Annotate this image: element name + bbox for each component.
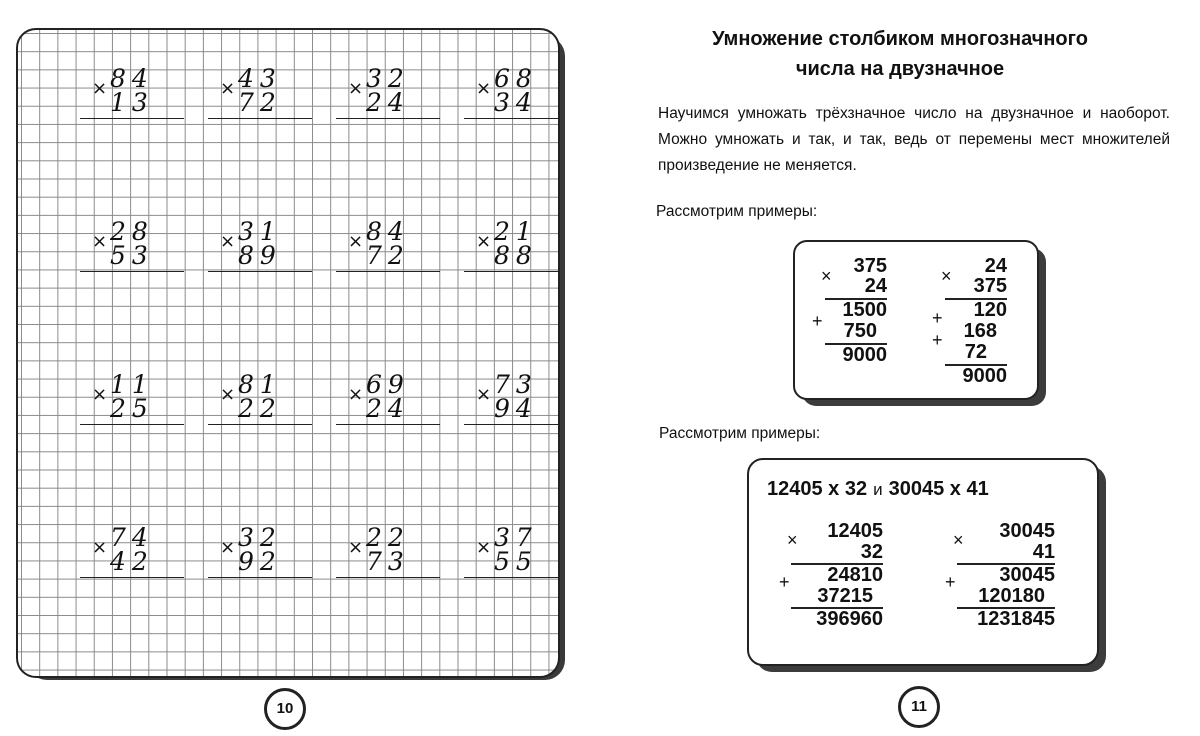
exercise-multiplier: 34 bbox=[494, 88, 538, 117]
exercise-line bbox=[464, 271, 560, 272]
exercise-line bbox=[464, 577, 560, 578]
ex1-left-partial-2: 750 bbox=[843, 320, 877, 342]
ex2-left-multiplier: 32 bbox=[860, 541, 883, 563]
ex1-left-multiplicand: 375 bbox=[853, 255, 887, 277]
exercise-multiplicand: 31 bbox=[238, 217, 282, 246]
ex2-left-partial-2: 37215 bbox=[817, 585, 873, 607]
consider-label-2: Рассмотрим примеры: bbox=[659, 425, 821, 442]
exercise-multiplier: 53 bbox=[110, 241, 154, 270]
ex2-right-result: 1231845 bbox=[977, 608, 1055, 630]
handwritten-exercise bbox=[464, 52, 560, 124]
times-sign: × bbox=[348, 78, 364, 99]
ex2-right-partial-1: 30045 bbox=[999, 564, 1055, 586]
grid-notebook bbox=[16, 28, 560, 678]
page-title bbox=[600, 24, 1200, 84]
times-sign: × bbox=[92, 537, 108, 558]
plus-sign: + bbox=[932, 308, 943, 328]
exercise-multiplier: 88 bbox=[494, 241, 538, 270]
exercise-multiplicand: 73 bbox=[494, 370, 538, 399]
exercise-multiplier: 72 bbox=[366, 241, 410, 270]
ex1-left-multiplier: 24 bbox=[864, 275, 887, 297]
handwritten-exercise bbox=[80, 358, 200, 430]
exercise-multiplier: 89 bbox=[238, 241, 282, 270]
times-sign: × bbox=[348, 537, 364, 558]
ex2-left-partial-1: 24810 bbox=[827, 564, 883, 586]
times-sign: × bbox=[476, 231, 492, 252]
title-line-1: Умножение столбиком многозначного bbox=[712, 28, 1088, 50]
exercise-line bbox=[80, 271, 184, 272]
exercise-multiplicand: 84 bbox=[110, 64, 154, 93]
intro-paragraph: Научимся умножать трёхзначное число на двузначное и наоборот. Можно умножать и так, и так, ведь от перемены мест множителей произведение не меняется. bbox=[658, 105, 1170, 174]
exercise-line bbox=[336, 577, 440, 578]
exercise-line bbox=[80, 577, 184, 578]
page-number-right: 11 bbox=[898, 686, 940, 728]
consider-label-1: Рассмотрим примеры: bbox=[656, 203, 818, 220]
title-line-2: числа на двузначное bbox=[795, 58, 1005, 80]
ex1-right-partial-1: 120 bbox=[973, 299, 1007, 321]
handwritten-exercise bbox=[464, 511, 560, 583]
times-sign: × bbox=[787, 530, 798, 550]
exercise-multiplicand: 69 bbox=[366, 370, 410, 399]
ex1-right-result: 9000 bbox=[962, 365, 1007, 387]
exercise-line bbox=[464, 424, 560, 425]
handwritten-exercise bbox=[208, 52, 328, 124]
exercise-line bbox=[464, 118, 560, 119]
ex1-right-partial-2: 168 bbox=[963, 320, 997, 342]
plus-sign: + bbox=[945, 572, 956, 592]
exercise-multiplier: 24 bbox=[366, 88, 410, 117]
ex1-right-multiplicand: 24 bbox=[984, 255, 1007, 277]
exercise-line bbox=[208, 271, 312, 272]
times-sign: × bbox=[821, 266, 832, 286]
exercise-multiplier: 92 bbox=[238, 547, 282, 576]
exercise-multiplicand: 32 bbox=[366, 64, 410, 93]
exercise-multiplicand: 81 bbox=[238, 370, 282, 399]
equation-and: и bbox=[873, 480, 883, 499]
times-sign: × bbox=[941, 266, 952, 286]
example-box-2 bbox=[747, 458, 1099, 666]
ex2-left-result: 396960 bbox=[816, 608, 883, 630]
ex2-right-partial-2: 120180 bbox=[978, 585, 1045, 607]
ex1-left-result: 9000 bbox=[842, 344, 887, 366]
ex2-right-multiplier: 41 bbox=[1032, 541, 1055, 563]
exercise-multiplicand: 21 bbox=[494, 217, 538, 246]
plus-sign: + bbox=[932, 330, 943, 350]
page-number-left: 10 bbox=[264, 688, 306, 730]
ex2-left-multiplicand: 12405 bbox=[827, 520, 883, 542]
times-sign: × bbox=[92, 231, 108, 252]
exercise-multiplier: 94 bbox=[494, 394, 538, 423]
handwritten-exercise bbox=[464, 358, 560, 430]
exercise-multiplier: 42 bbox=[110, 547, 154, 576]
exercise-multiplier: 55 bbox=[494, 547, 538, 576]
exercise-line bbox=[80, 118, 184, 119]
exercise-multiplier: 13 bbox=[110, 88, 154, 117]
times-sign: × bbox=[476, 78, 492, 99]
ex1-right-partial-3: 72 bbox=[964, 341, 987, 363]
ex2-right-multiplicand: 30045 bbox=[999, 520, 1055, 542]
handwritten-exercise bbox=[208, 511, 328, 583]
handwritten-exercise bbox=[80, 52, 200, 124]
plus-sign: + bbox=[779, 572, 790, 592]
equation-right: 30045 x 41 bbox=[888, 478, 989, 500]
handwritten-exercise bbox=[336, 52, 456, 124]
exercise-line bbox=[336, 424, 440, 425]
exercise-multiplicand: 84 bbox=[366, 217, 410, 246]
exercise-multiplier: 24 bbox=[366, 394, 410, 423]
exercise-multiplier: 25 bbox=[110, 394, 154, 423]
times-sign: × bbox=[220, 231, 236, 252]
exercise-multiplicand: 11 bbox=[110, 370, 154, 399]
equation-heading bbox=[767, 478, 989, 501]
ex1-right-multiplier: 375 bbox=[973, 275, 1007, 297]
exercise-line bbox=[80, 424, 184, 425]
exercise-multiplicand: 43 bbox=[238, 64, 282, 93]
handwritten-exercise bbox=[336, 511, 456, 583]
times-sign: × bbox=[476, 537, 492, 558]
times-sign: × bbox=[92, 78, 108, 99]
exercise-multiplier: 72 bbox=[238, 88, 282, 117]
times-sign: × bbox=[220, 78, 236, 99]
times-sign: × bbox=[953, 530, 964, 550]
equation-left: 12405 x 32 bbox=[767, 478, 868, 500]
exercise-line bbox=[208, 577, 312, 578]
handwritten-exercise bbox=[336, 358, 456, 430]
times-sign: × bbox=[220, 384, 236, 405]
plus-sign: + bbox=[812, 311, 823, 331]
times-sign: × bbox=[476, 384, 492, 405]
exercise-line bbox=[208, 118, 312, 119]
times-sign: × bbox=[348, 231, 364, 252]
exercise-multiplicand: 28 bbox=[110, 217, 154, 246]
ex1-left-partial-1: 1500 bbox=[842, 299, 887, 321]
handwritten-exercise bbox=[80, 511, 200, 583]
times-sign: × bbox=[92, 384, 108, 405]
handwritten-exercise bbox=[80, 205, 200, 277]
exercise-multiplicand: 32 bbox=[238, 523, 282, 552]
exercise-line bbox=[336, 118, 440, 119]
handwritten-exercise bbox=[208, 358, 328, 430]
exercise-multiplier: 73 bbox=[366, 547, 410, 576]
exercise-multiplicand: 74 bbox=[110, 523, 154, 552]
exercise-multiplicand: 37 bbox=[494, 523, 538, 552]
times-sign: × bbox=[220, 537, 236, 558]
times-sign: × bbox=[348, 384, 364, 405]
handwritten-exercise bbox=[208, 205, 328, 277]
exercise-line bbox=[208, 424, 312, 425]
handwritten-exercise bbox=[336, 205, 456, 277]
handwritten-exercise bbox=[464, 205, 560, 277]
exercise-multiplicand: 68 bbox=[494, 64, 538, 93]
exercise-multiplicand: 22 bbox=[366, 523, 410, 552]
exercise-multiplier: 22 bbox=[238, 394, 282, 423]
example-box-1 bbox=[793, 240, 1039, 400]
exercise-line bbox=[336, 271, 440, 272]
